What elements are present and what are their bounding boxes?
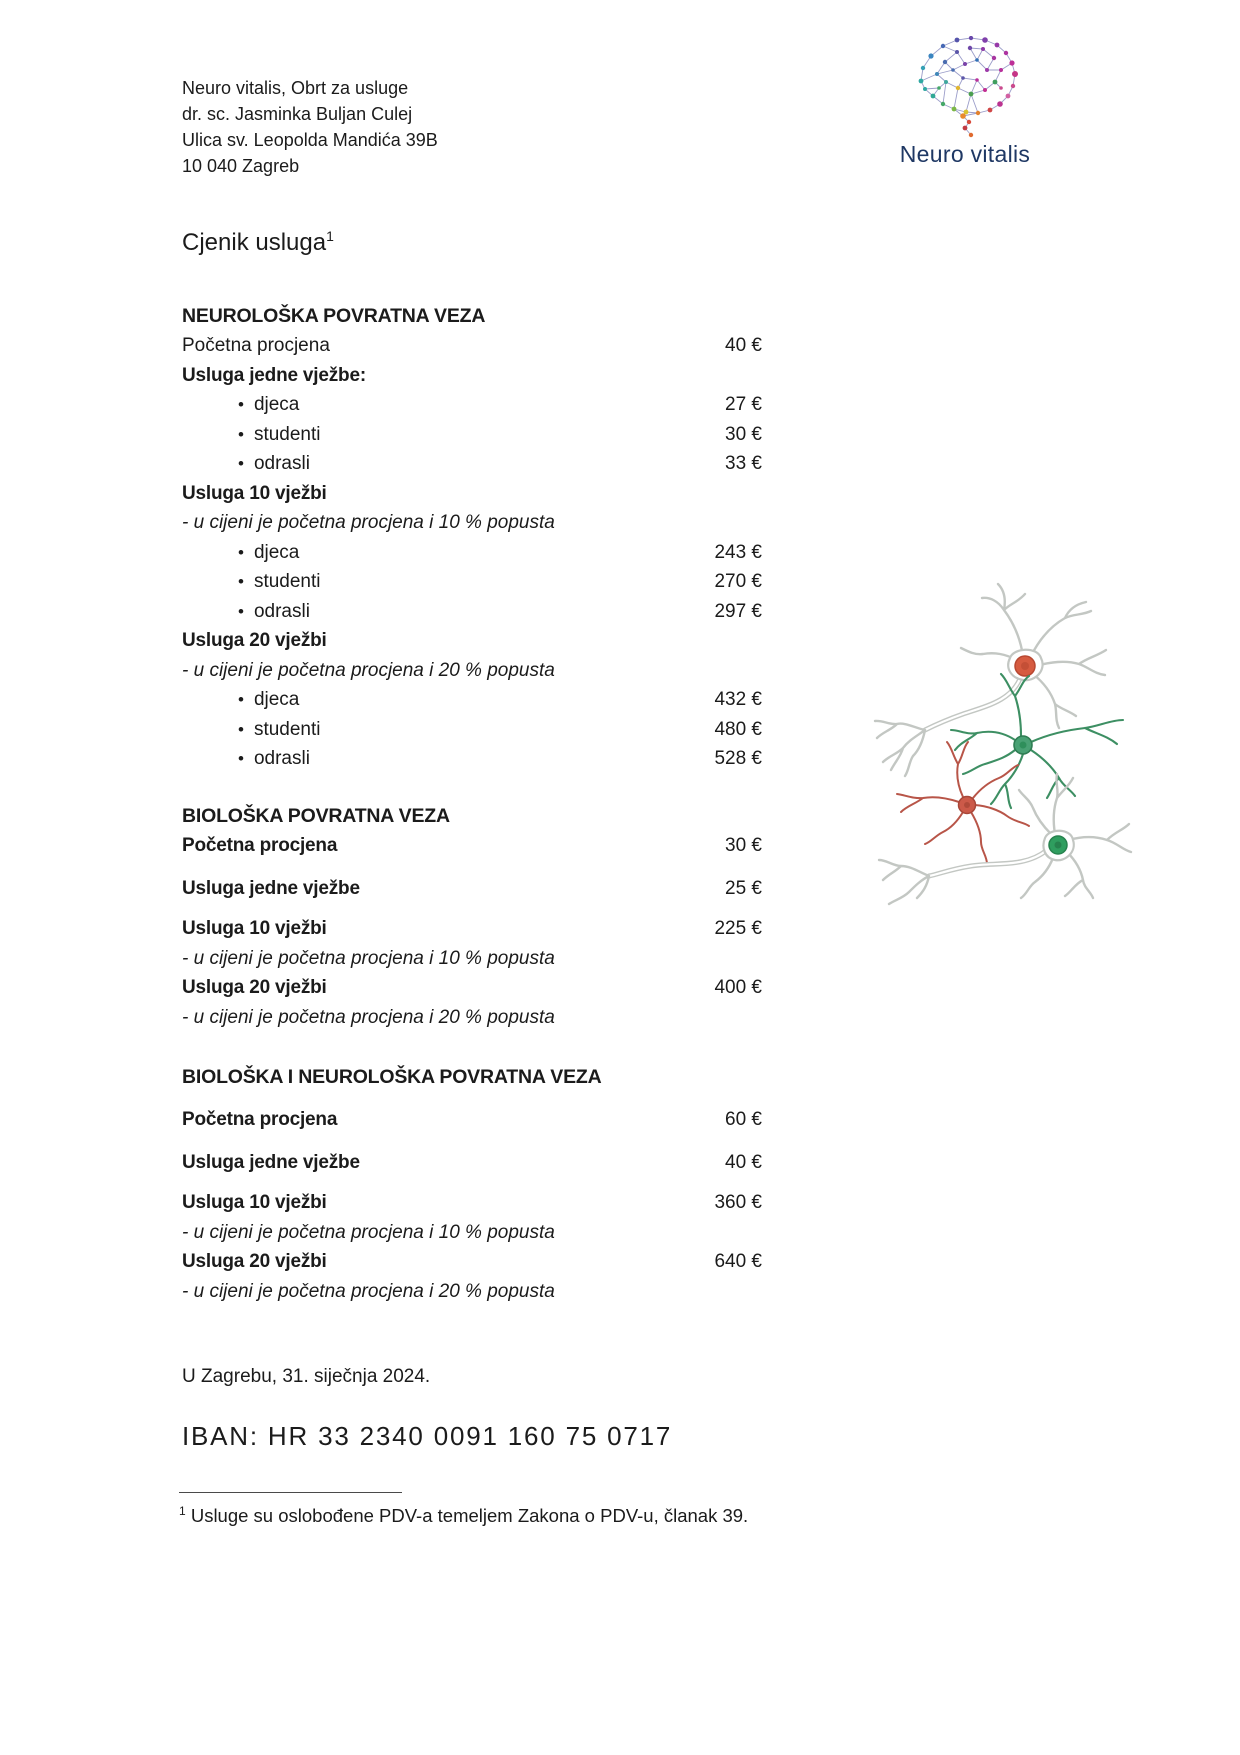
title-text: Cjenik usluga [182, 229, 327, 256]
footnote [179, 1504, 748, 1527]
price-value: 480 € [714, 718, 762, 740]
price-value: 360 € [714, 1192, 762, 1213]
service-label: - u cijeni je početna procjena i 20 % popusta [182, 1280, 555, 1302]
price-value: 30 € [725, 835, 762, 856]
service-label: odrasli [253, 600, 310, 622]
service-label: djeca [253, 689, 300, 710]
price-row [182, 597, 762, 627]
service-label: Početna procjena [182, 835, 338, 856]
brain-network-icon [913, 36, 1018, 138]
company-logo [890, 36, 1040, 168]
bullet-icon: • [238, 542, 244, 562]
service-label: Usluga jedne vježbe [182, 1151, 360, 1173]
bullet-icon: • [238, 719, 244, 739]
address-line: Ulica sv. Leopolda Mandića 39B [182, 130, 438, 150]
price-value: 640 € [714, 1251, 762, 1272]
service-label: Usluga jedne vježbe [182, 877, 360, 899]
price-row [182, 449, 762, 479]
service-label: - u cijeni je početna procjena i 20 % popusta [182, 1006, 555, 1028]
service-label: studenti [253, 423, 321, 445]
price-row [182, 744, 762, 774]
price-row [182, 1148, 762, 1178]
footnote-marker: 1 [179, 1504, 186, 1518]
section-heading: NEUROLOŠKA POVRATNA VEZA [182, 305, 486, 327]
price-row [182, 1218, 762, 1248]
bullet-icon: • [238, 454, 244, 473]
price-row [182, 656, 762, 686]
address-line: dr. sc. Jasminka Buljan Culej [182, 104, 413, 124]
price-section [182, 801, 762, 1032]
price-row [182, 973, 762, 1003]
price-value: 297 € [714, 600, 762, 622]
footnote-separator [179, 1492, 402, 1493]
price-row [182, 1188, 762, 1218]
bullet-icon: • [238, 424, 244, 444]
address-line: Neuro vitalis, Obrt za usluge [182, 78, 409, 98]
service-label: - u cijeni je početna procjena i 20 % popusta [182, 659, 555, 681]
neurons-illustration [855, 578, 1135, 918]
price-value: 528 € [714, 748, 762, 769]
price-value: 30 € [725, 423, 762, 445]
price-row [182, 331, 762, 361]
service-label: Početna procjena [182, 335, 330, 356]
price-row [182, 944, 762, 974]
service-label: - u cijeni je početna procjena i 10 % popusta [182, 1221, 555, 1243]
price-row [182, 914, 762, 944]
price-value: 243 € [714, 541, 762, 563]
bullet-icon: • [238, 395, 244, 414]
service-label: Usluga jedne vježbe: [182, 364, 366, 386]
service-label: Usluga 10 vježbi [182, 1192, 327, 1213]
price-row [182, 1105, 762, 1135]
price-row [182, 1277, 762, 1307]
title-footnote-ref: 1 [326, 228, 334, 244]
price-row [182, 715, 762, 745]
service-label: Usluga 10 vježbi [182, 482, 327, 504]
bullet-icon: • [238, 749, 244, 768]
service-label: Usluga 20 vježbi [182, 1251, 327, 1272]
price-row [182, 479, 762, 509]
service-label: Početna procjena [182, 1109, 338, 1130]
price-section [182, 301, 762, 774]
service-label: odrasli [253, 453, 310, 474]
service-label: studenti [253, 571, 321, 592]
price-value: 33 € [725, 453, 762, 474]
price-value: 432 € [714, 689, 762, 710]
price-section [182, 1062, 762, 1306]
service-label: djeca [253, 541, 300, 563]
price-row [182, 361, 762, 391]
section-heading: BIOLOŠKA POVRATNA VEZA [182, 805, 450, 827]
price-value: 40 € [725, 1151, 762, 1173]
price-value: 60 € [725, 1109, 762, 1130]
price-row [182, 626, 762, 656]
service-label: - u cijeni je početna procjena i 10 % popusta [182, 512, 555, 533]
address-line: 10 040 Zagreb [182, 156, 300, 176]
price-row [182, 420, 762, 450]
price-row [182, 390, 762, 420]
page-title [182, 228, 334, 257]
price-row [182, 685, 762, 715]
service-label: djeca [253, 394, 300, 415]
price-row [182, 831, 762, 861]
service-label: odrasli [253, 748, 310, 769]
price-value: 25 € [725, 877, 762, 899]
logo-wordmark: Neuro vitalis [899, 141, 1031, 167]
iban-line: IBAN: HR 33 2340 0091 160 75 0717 [182, 1421, 673, 1451]
price-row [182, 1247, 762, 1277]
section-heading: BIOLOŠKA I NEUROLOŠKA POVRATNA VEZA [182, 1066, 602, 1088]
service-label: Usluga 20 vježbi [182, 630, 327, 651]
service-label: Usluga 20 vježbi [182, 977, 327, 998]
bullet-icon: • [238, 601, 244, 621]
service-label: studenti [253, 718, 321, 740]
price-row [182, 567, 762, 597]
price-value: 27 € [725, 394, 762, 415]
price-row [182, 874, 762, 904]
service-label: - u cijeni je početna procjena i 10 % popusta [182, 947, 555, 969]
dateline: U Zagrebu, 31. siječnja 2024. [182, 1366, 431, 1387]
company-address [182, 75, 438, 179]
price-row [182, 508, 762, 538]
price-row [182, 538, 762, 568]
price-value: 270 € [714, 571, 762, 592]
price-row [182, 1003, 762, 1033]
price-value: 40 € [725, 335, 762, 356]
service-label: Usluga 10 vježbi [182, 918, 327, 939]
bullet-icon: • [238, 690, 244, 709]
price-value: 225 € [714, 918, 762, 939]
footnote-text: Usluge su oslobođene PDV-a temeljem Zakona o PDV-u, članak 39. [190, 1505, 749, 1527]
price-value: 400 € [714, 977, 762, 998]
bullet-icon: • [238, 572, 244, 591]
